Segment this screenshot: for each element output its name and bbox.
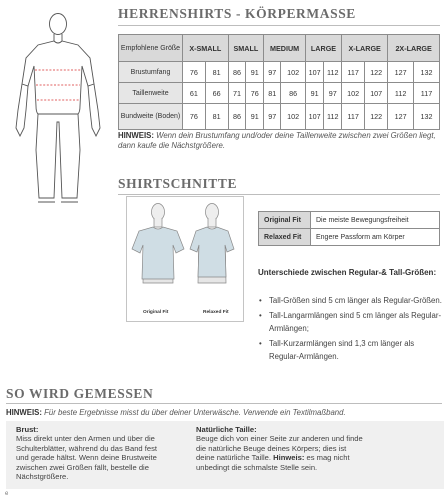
table-cell: 91 <box>246 62 264 83</box>
measure-section-divider <box>6 403 442 404</box>
table-cell: 86 <box>281 83 306 104</box>
bust-heading: Brust: <box>16 425 39 434</box>
table-cell: 97 <box>264 62 281 83</box>
row-label-waistband: Bundweite (Boden) <box>119 104 183 130</box>
size-section-divider <box>118 25 440 26</box>
fit-section-title: SHIRTSCHNITTE <box>118 176 238 191</box>
fit-name-relaxed: Relaxed Fit <box>259 229 311 246</box>
table-cell: 102 <box>281 62 306 83</box>
table-row <box>119 62 440 83</box>
waist-instructions <box>196 425 366 472</box>
waist-text-after: es mag nicht unbedingt die schmalste Stelle sein. <box>196 453 350 472</box>
table-cell: 86 <box>228 104 246 130</box>
size-header-xl: X-LARGE <box>342 35 388 62</box>
table-cell: 91 <box>246 104 264 130</box>
table-cell: 86 <box>228 62 246 83</box>
table-cell: 122 <box>365 62 388 83</box>
size-section-title: HERRENSHIRTS - KÖRPERMASSE <box>118 6 356 21</box>
table-cell: 112 <box>324 104 342 130</box>
fit-desc-original: Die meiste Bewegungsfreiheit <box>311 212 440 229</box>
table-cell: 97 <box>264 104 281 130</box>
size-chart-table <box>118 34 440 130</box>
table-cell: 107 <box>305 104 323 130</box>
relaxed-fit-caption: Relaxed Fit <box>203 310 229 315</box>
measure-hint <box>6 408 444 418</box>
table-cell: 76 <box>183 104 206 130</box>
table-cell: 107 <box>305 62 323 83</box>
table-cell: 127 <box>388 104 414 130</box>
table-cell: 122 <box>365 104 388 130</box>
table-row <box>119 104 440 130</box>
waist-hint-label: Hinweis: <box>273 453 305 463</box>
size-header-2xl: 2X-LARGE <box>388 35 440 62</box>
table-row <box>259 229 440 246</box>
differences-title: Unterschiede zwischen Regular-& Tall-Größen: <box>258 268 437 277</box>
table-cell: 117 <box>342 62 365 83</box>
table-cell: 102 <box>342 83 365 104</box>
table-cell: 102 <box>281 104 306 130</box>
table-cell: 81 <box>205 104 228 130</box>
body-measurement-figure <box>8 10 108 208</box>
waist-heading: Natürliche Taille: <box>196 425 257 434</box>
size-header-row <box>119 35 440 62</box>
table-cell: 71 <box>228 83 246 104</box>
table-cell: 117 <box>414 83 440 104</box>
table-cell: 76 <box>183 62 206 83</box>
measure-hint-label: HINWEIS: <box>6 408 42 417</box>
table-cell: 132 <box>414 104 440 130</box>
waist-text <box>196 434 366 472</box>
size-hint <box>118 131 440 151</box>
table-cell: 91 <box>305 83 323 104</box>
table-cell: 117 <box>342 104 365 130</box>
list-item: • Tall-Langarmlängen sind 5 cm länger als Regular-Armlängen; <box>259 309 445 336</box>
row-label-waist: Taillenweite <box>119 83 183 104</box>
table-row <box>259 212 440 229</box>
table-cell: 66 <box>205 83 228 104</box>
table-cell: 76 <box>246 83 264 104</box>
row-label-chest: Brustumfang <box>119 62 183 83</box>
fit-name-original: Original Fit <box>259 212 311 229</box>
fit-section-divider <box>118 194 440 195</box>
original-fit-caption: Original Fit <box>143 310 169 315</box>
table-cell: 127 <box>388 62 414 83</box>
measure-section-title: SO WIRD GEMESSEN <box>6 386 154 401</box>
table-cell: 81 <box>264 83 281 104</box>
size-header-xs: X-SMALL <box>183 35 229 62</box>
table-cell: 112 <box>388 83 414 104</box>
table-cell: 107 <box>365 83 388 104</box>
measure-hint-text: Für beste Ergebnisse misst du über deiner Unterwäsche. Verwende ein Textilmaßband. <box>44 408 346 417</box>
size-hint-text: Wenn dein Brustumfang und/oder deine Taillenweite zwischen zwei Größen liegt, dann kaufe die Nächstgrößere. <box>118 131 436 150</box>
list-item: • Tall-Größen sind 5 cm länger als Regular-Größen. <box>259 294 445 308</box>
waist-text-before: Beuge dich von einer Seite zur anderen und finde die natürliche Beuge deines Körpers; dies ist deine natürliche Taille. <box>196 434 363 463</box>
size-header-m: MEDIUM <box>264 35 306 62</box>
size-header-l: LARGE <box>305 35 341 62</box>
size-hint-label: HINWEIS: <box>118 131 154 140</box>
measure-instructions-box <box>6 421 444 489</box>
differences-list <box>259 294 445 365</box>
fit-table <box>258 211 440 246</box>
bust-instructions <box>16 425 166 481</box>
bust-text: Miss direkt unter den Armen und über die Schulterblätter, während du das Band fest und gerade hältst. Wenn deine Brustweite zwischen zwei Größen fällt, bestelle die Nächstgrößere. <box>16 434 157 482</box>
table-cell: 81 <box>205 62 228 83</box>
size-header-s: SMALL <box>228 35 264 62</box>
fit-comparison-figure <box>126 196 244 322</box>
table-cell: 132 <box>414 62 440 83</box>
list-item: • Tall-Kurzarmlängen sind 1,3 cm länger als Regular-Armlängen. <box>259 337 445 364</box>
stray-mark: e <box>5 491 9 497</box>
recommended-size-header: Empfohlene Größe <box>119 35 183 62</box>
fit-desc-relaxed: Engere Passform am Körper <box>311 229 440 246</box>
table-cell: 112 <box>324 62 342 83</box>
table-cell: 97 <box>324 83 342 104</box>
table-row <box>119 83 440 104</box>
table-cell: 61 <box>183 83 206 104</box>
